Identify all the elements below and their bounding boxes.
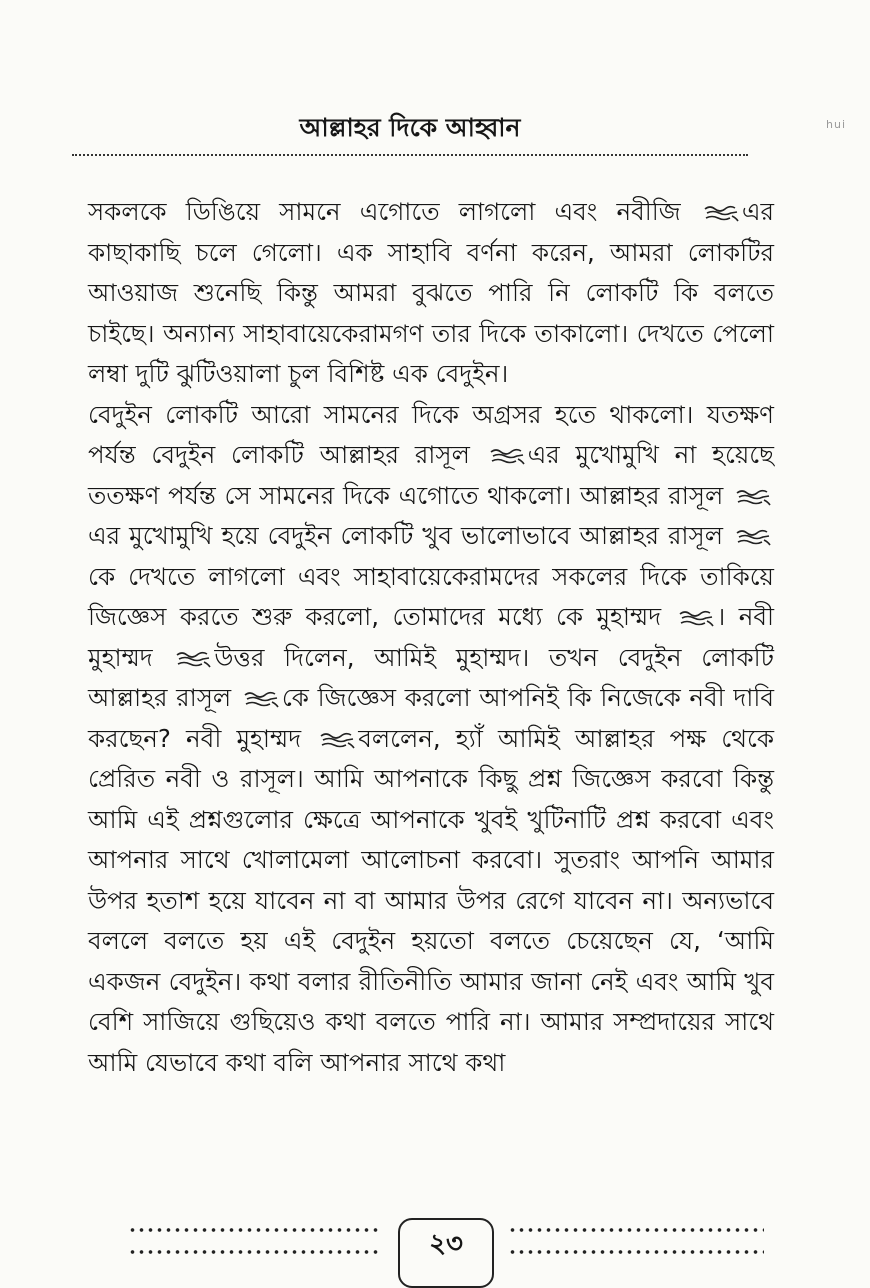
text-run: বললেন, হ্যাঁ আমিই আল্লাহর পক্ষ থেকে প্রেরিত নবী ও রাসূল। আমি আপনাকে কিছু প্রশ্ন জিজ্ঞেস করবো কিন্তু আমি এই প্রশ্নগুলোর ক্ষেত্রে আপনাকে খুবই খুটিনাটি প্রশ্ন করবো এবং আপনার সাথে খোলামেলা আলোচনা করবো। সুতরাং আপনি আমার উপর হতাশ হয়ে যাবেন না বা আমার উপর রেগে যাবেন না। অন্যভাবে বললে বলতে হয় এই বেদুইন হয়তো বলতে চেয়েছেন যে, ‘আমি একজন বেদুইন। কথা বলার রীতিনীতি আমার জানা নেই এবং আমি খুব বেশি সাজিয়ে গুছিয়েও কথা বলতে পারি না। আমার সম্প্রদায়ের সাথে আমি যেভাবে কথা বলি আপনার সাথে কথা — [88, 723, 774, 1077]
text-run: এর মুখোমুখি হয়ে বেদুইন লোকটি খুব ভালোভাবে আল্লাহর রাসূল — [88, 521, 732, 550]
page-number-box — [398, 1218, 494, 1288]
body-text — [88, 192, 774, 1083]
running-header — [72, 108, 748, 156]
text-run: এর মুখোমুখি না হয়েছে ততক্ষণ পর্যন্ত সে সামনের দিকে এগোতে থাকলো। আল্লাহর রাসূল — [88, 440, 774, 510]
salawat-icon — [174, 649, 212, 669]
page-title: আল্লাহর দিকে আহ্বান — [299, 113, 521, 142]
page-number: ২৩ — [429, 1229, 463, 1259]
footer-dotted-rule — [508, 1248, 764, 1256]
salawat-icon — [677, 608, 715, 628]
salawat-icon — [242, 689, 280, 709]
salawat-icon — [318, 730, 356, 750]
salawat-icon — [702, 203, 740, 223]
salawat-icon — [734, 527, 772, 547]
text-run: কে জিজ্ঞেস করলো আপনিই কি নিজেকে নবী দাবি করছেন? নবী মুহাম্মদ — [88, 683, 774, 753]
text-run: বেদুইন লোকটি আরো সামনের দিকে অগ্রসর হতে থাকলো। যতক্ষণ পর্যন্ত বেদুইন লোকটি আল্লাহর রাসূল — [88, 399, 774, 469]
salawat-icon — [488, 446, 526, 466]
text-run: উত্তর দিলেন, আমিই মুহাম্মদ। তখন বেদুইন লোকটি আল্লাহর রাসূল — [88, 642, 774, 712]
paragraph — [88, 192, 774, 395]
text-run: এর কাছাকাছি চলে গেলো। এক সাহাবি বর্ণনা করেন, আমরা লোকটির আওয়াজ শুনেছি কিন্তু আমরা বুঝতে পারি নি লোকটি কি বলতে চাইছে। অন্যান্য সাহাবায়েকেরামগণ তার দিকে তাকালো। দেখতে পেলো লম্বা দুটি ঝুটিওয়ালা চুল বিশিষ্ট এক বেদুইন। — [88, 197, 774, 388]
footer-dotted-rule — [508, 1226, 764, 1234]
text-run: কে দেখতে লাগলো এবং সাহাবায়েকেরামদের সকলের দিকে তাকিয়ে জিজ্ঞেস করতে শুরু করলো, তোমাদের মধ্যে কে মুহাম্মদ — [88, 561, 774, 631]
paragraph — [88, 395, 774, 1084]
page-footer — [128, 1214, 768, 1275]
salawat-icon — [734, 487, 772, 507]
text-run: সকলকে ডিঙিয়ে সামনে এগোতে লাগলো এবং নবীজি — [88, 197, 700, 226]
margin-mark: hui — [826, 118, 846, 131]
text-run: । নবী মুহাম্মদ — [88, 602, 774, 672]
footer-dotted-rule — [128, 1248, 382, 1256]
footer-dotted-rule — [128, 1226, 382, 1234]
